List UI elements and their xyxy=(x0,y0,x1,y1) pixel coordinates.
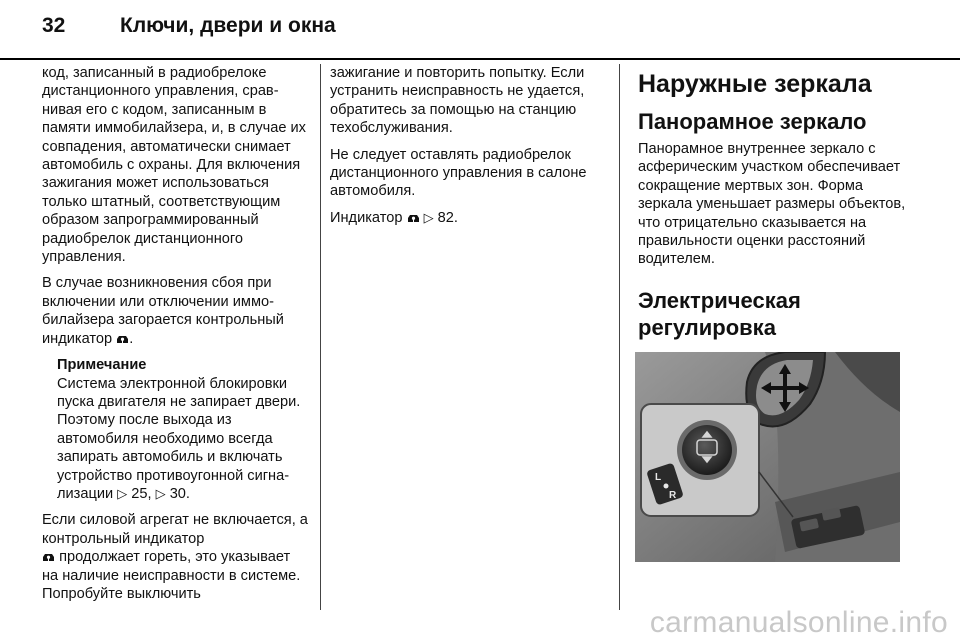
immobilizer-indicator-icon xyxy=(42,551,55,562)
page-reference-triangle-icon: ▷ xyxy=(423,209,434,225)
paragraph: код, записанный в радиобрелоке дистанционного управления, сравнивая его с кодом, записанным в памяти иммобилайзера, и, в случае их совпадения, автоматически снимает автомобиль с охраны. Для включения зажигания может использоваться только штатный, соответствующим образом запрограммированный радиобрелок дистанционного управления. xyxy=(42,65,306,266)
paragraph-text: Если силовой агрегат не включается, а контрольный индикатор xyxy=(42,512,308,547)
column-3 xyxy=(638,64,908,341)
note-text: Система электронной блокировки пуска двигателя не запирает двери. Поэтому после выхода из автомобиля необходимо всегда запирать автомобиль и включать устройство противоугонной сигнализации xyxy=(57,375,301,502)
column-1 xyxy=(42,64,310,611)
watermark: carmanualsonline.info xyxy=(649,606,948,639)
page-reference-triangle-icon: ▷ xyxy=(117,485,128,501)
note-title: Примечание xyxy=(57,357,147,374)
punctuation: . xyxy=(185,485,190,502)
note-block xyxy=(57,356,310,503)
page-reference-link[interactable]: 25 xyxy=(131,485,148,502)
punctuation: . xyxy=(453,209,458,226)
column-divider-1 xyxy=(320,64,321,610)
column-2 xyxy=(330,64,603,235)
immobilizer-indicator-icon xyxy=(407,212,420,223)
heading-line: Электрическая xyxy=(638,287,801,313)
paragraph: Не следует оставлять радиобрелок дистанционного управления в салоне автомобиля. xyxy=(330,146,587,200)
page-title: Ключи, двери и окна xyxy=(120,14,336,37)
header-rule xyxy=(0,58,960,60)
heading-line: регулировка xyxy=(638,314,776,340)
column-divider-2 xyxy=(619,64,620,610)
punctuation: , xyxy=(147,485,152,502)
switch-label-left: L xyxy=(655,472,662,483)
switch-label-right: R xyxy=(669,490,677,501)
paragraph-text: В случае возникновения сбоя при включении или отключении иммобилайзера загорается контрольный индикатор xyxy=(42,275,284,347)
mirror-control-illustration xyxy=(635,352,900,562)
subsection-heading: Панорамное зеркало xyxy=(638,109,867,134)
paragraph: зажигание и повторить попытку. Если устранить неисправность не удается, обратитесь за помощью на станцию техобслуживания. xyxy=(330,65,585,137)
paragraph xyxy=(42,511,310,603)
paragraph xyxy=(42,274,310,348)
mirror-control-drawing xyxy=(635,352,900,562)
punctuation: . xyxy=(129,330,134,347)
paragraph: Панорамное внутреннее зеркало с асферическим участком обеспечивает сокращение мертвых зон. Форма зеркала уменьшает размеры объектов, что отрицательно сказывается на правильности оценки расстояний водителем. xyxy=(638,141,906,268)
page-reference-link[interactable]: 30 xyxy=(169,485,186,502)
subsection-heading xyxy=(638,287,908,341)
section-heading: Наружные зеркала xyxy=(638,70,872,98)
paragraph xyxy=(330,209,603,227)
paragraph-text: Индикатор xyxy=(330,209,403,226)
page-number: 32 xyxy=(42,14,66,37)
paragraph-text: продолжает гореть, это указывает на наличие неисправности в системе. Попробуйте выключить xyxy=(42,549,301,602)
page-reference-triangle-icon: ▷ xyxy=(155,485,166,501)
page-reference-link[interactable]: 82 xyxy=(437,209,454,226)
page-header xyxy=(42,14,336,38)
immobilizer-indicator-icon xyxy=(116,333,129,344)
